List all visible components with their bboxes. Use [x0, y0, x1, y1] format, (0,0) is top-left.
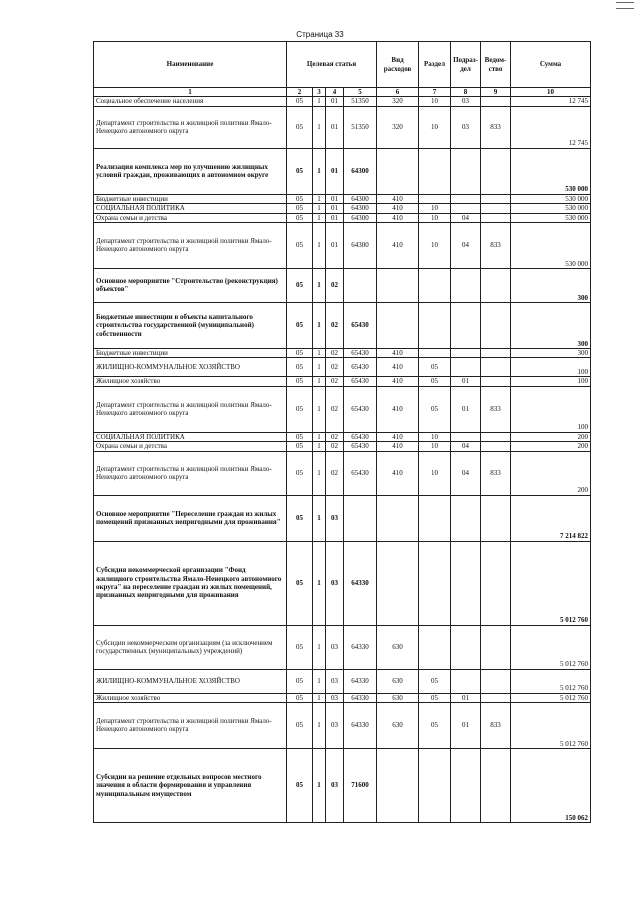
row-activity-code: 03 — [326, 495, 344, 541]
row-program-code: 05 — [287, 358, 313, 377]
table-row — [94, 213, 591, 222]
row-direction-code: 64330 — [344, 693, 377, 702]
row-direction-code: 65430 — [344, 442, 377, 451]
row-program-code: 05 — [287, 693, 313, 702]
row-direction-code: 64300 — [344, 148, 377, 194]
row-direction-code — [344, 495, 377, 541]
row-section — [419, 748, 451, 822]
row-subprogram-code: 1 — [313, 302, 326, 348]
row-subsection — [451, 204, 481, 213]
row-subsection: 01 — [451, 693, 481, 702]
row-department — [481, 625, 511, 669]
row-name: Бюджетные инвестиции в объекты капитального строительства государственной (муниципальной) собственности — [94, 302, 287, 348]
row-subsection: 01 — [451, 386, 481, 432]
row-direction-code: 65430 — [344, 377, 377, 386]
row-subsection: 04 — [451, 451, 481, 495]
row-name: Департамент строительства и жилищной политики Ямало-Ненецкого автономного округа — [94, 702, 287, 748]
row-name: Жилищное хозяйство — [94, 377, 287, 386]
row-department — [481, 348, 511, 357]
row-amount: 530 000 — [511, 222, 591, 268]
table-row — [94, 451, 591, 495]
row-activity-code: 01 — [326, 194, 344, 203]
table-row — [94, 194, 591, 203]
row-department: 833 — [481, 451, 511, 495]
scan-mark — [616, 2, 634, 3]
header-amount: Сумма — [511, 42, 591, 88]
row-expense-type: 410 — [377, 348, 419, 357]
table-row — [94, 148, 591, 194]
row-activity-code: 01 — [326, 106, 344, 148]
row-subprogram-code: 1 — [313, 432, 326, 441]
scan-mark — [616, 8, 634, 9]
row-department: 833 — [481, 222, 511, 268]
table-row — [94, 442, 591, 451]
row-amount: 100 — [511, 358, 591, 377]
row-subprogram-code: 1 — [313, 213, 326, 222]
row-section — [419, 148, 451, 194]
row-activity-code: 02 — [326, 348, 344, 357]
row-direction-code: 65430 — [344, 386, 377, 432]
row-activity-code: 02 — [326, 377, 344, 386]
row-direction-code: 51350 — [344, 97, 377, 106]
column-number: 4 — [326, 88, 344, 97]
row-department — [481, 432, 511, 441]
row-amount: 5 012 760 — [511, 669, 591, 693]
table-row — [94, 669, 591, 693]
row-section — [419, 194, 451, 203]
row-program-code: 05 — [287, 432, 313, 441]
row-direction-code: 64330 — [344, 625, 377, 669]
row-subsection — [451, 268, 481, 302]
row-amount: 5 012 760 — [511, 693, 591, 702]
table-row — [94, 541, 591, 625]
row-section: 05 — [419, 358, 451, 377]
row-direction-code: 65430 — [344, 358, 377, 377]
row-activity-code: 02 — [326, 432, 344, 441]
row-name: Субсидии некоммерческим организациям (за исключением государственных (муниципальных) учреждений) — [94, 625, 287, 669]
row-department — [481, 194, 511, 203]
row-expense-type: 630 — [377, 693, 419, 702]
row-amount: 7 214 822 — [511, 495, 591, 541]
row-expense-type: 410 — [377, 358, 419, 377]
table-row — [94, 358, 591, 377]
row-subprogram-code: 1 — [313, 386, 326, 432]
row-subprogram-code: 1 — [313, 97, 326, 106]
column-number: 5 — [344, 88, 377, 97]
table-row — [94, 204, 591, 213]
header-name: Наименование — [94, 42, 287, 88]
row-expense-type — [377, 268, 419, 302]
row-activity-code: 02 — [326, 358, 344, 377]
row-subprogram-code: 1 — [313, 148, 326, 194]
row-activity-code: 03 — [326, 748, 344, 822]
row-direction-code: 71600 — [344, 748, 377, 822]
row-section — [419, 268, 451, 302]
row-name: Жилищное хозяйство — [94, 693, 287, 702]
row-expense-type: 410 — [377, 386, 419, 432]
budget-table — [93, 41, 591, 823]
row-amount: 12 745 — [511, 106, 591, 148]
table-row — [94, 495, 591, 541]
row-activity-code: 02 — [326, 302, 344, 348]
row-amount: 5 012 760 — [511, 625, 591, 669]
row-direction-code: 64300 — [344, 204, 377, 213]
column-number: 1 — [94, 88, 287, 97]
column-number: 3 — [313, 88, 326, 97]
row-name: ЖИЛИЩНО-КОММУНАЛЬНОЕ ХОЗЯЙСТВО — [94, 669, 287, 693]
row-department — [481, 693, 511, 702]
row-name: Основное мероприятие "Переселение граждан из жилых помещений признанных непригодными для проживания" — [94, 495, 287, 541]
row-program-code: 05 — [287, 194, 313, 203]
row-department — [481, 495, 511, 541]
row-program-code: 05 — [287, 541, 313, 625]
row-program-code: 05 — [287, 204, 313, 213]
row-subprogram-code: 1 — [313, 106, 326, 148]
row-amount: 200 — [511, 451, 591, 495]
table-row — [94, 302, 591, 348]
page-label: Страница 33 — [296, 30, 344, 39]
row-activity-code: 01 — [326, 222, 344, 268]
row-subsection — [451, 625, 481, 669]
row-subsection — [451, 432, 481, 441]
row-direction-code: 64300 — [344, 213, 377, 222]
row-direction-code: 64330 — [344, 541, 377, 625]
table-row — [94, 693, 591, 702]
row-section: 10 — [419, 97, 451, 106]
row-subprogram-code: 1 — [313, 625, 326, 669]
row-subprogram-code: 1 — [313, 358, 326, 377]
row-section: 10 — [419, 451, 451, 495]
row-department — [481, 541, 511, 625]
row-department — [481, 204, 511, 213]
row-name: Департамент строительства и жилищной политики Ямало-Ненецкого автономного округа — [94, 451, 287, 495]
row-subprogram-code: 1 — [313, 541, 326, 625]
row-subsection — [451, 541, 481, 625]
row-amount: 530 000 — [511, 204, 591, 213]
row-amount: 12 745 — [511, 97, 591, 106]
row-subsection: 04 — [451, 213, 481, 222]
row-department — [481, 442, 511, 451]
column-number: 7 — [419, 88, 451, 97]
row-name: ЖИЛИЩНО-КОММУНАЛЬНОЕ ХОЗЯЙСТВО — [94, 358, 287, 377]
row-expense-type — [377, 495, 419, 541]
row-amount: 100 — [511, 386, 591, 432]
table-row — [94, 702, 591, 748]
row-section: 05 — [419, 386, 451, 432]
row-name: Субсидии на решение отдельных вопросов местного значения в области формирования и управления муниципальным имуществом — [94, 748, 287, 822]
table-row — [94, 348, 591, 357]
row-subsection: 01 — [451, 377, 481, 386]
row-section — [419, 625, 451, 669]
header-target-article: Целевая статья — [287, 42, 377, 88]
row-expense-type — [377, 541, 419, 625]
row-subprogram-code: 1 — [313, 222, 326, 268]
table-row — [94, 625, 591, 669]
row-section: 05 — [419, 693, 451, 702]
row-subsection — [451, 669, 481, 693]
row-department — [481, 377, 511, 386]
row-section: 10 — [419, 204, 451, 213]
row-department: 833 — [481, 386, 511, 432]
header-subsection: Подраз-дел — [451, 42, 481, 88]
row-subprogram-code: 1 — [313, 348, 326, 357]
row-section — [419, 541, 451, 625]
row-subsection: 04 — [451, 442, 481, 451]
row-direction-code: 64300 — [344, 222, 377, 268]
row-section: 10 — [419, 442, 451, 451]
row-program-code: 05 — [287, 669, 313, 693]
row-subsection: 04 — [451, 222, 481, 268]
row-amount: 5 012 760 — [511, 541, 591, 625]
row-direction-code: 65430 — [344, 348, 377, 357]
header-expense-type: Вид расходов — [377, 42, 419, 88]
row-section: 10 — [419, 222, 451, 268]
row-name: Охрана семьи и детства — [94, 213, 287, 222]
table-row — [94, 106, 591, 148]
column-number: 2 — [287, 88, 313, 97]
row-section — [419, 302, 451, 348]
row-program-code: 05 — [287, 148, 313, 194]
row-activity-code: 02 — [326, 386, 344, 432]
row-amount: 530 000 — [511, 213, 591, 222]
row-program-code: 05 — [287, 702, 313, 748]
row-expense-type: 410 — [377, 213, 419, 222]
row-name: Департамент строительства и жилищной политики Ямало-Ненецкого автономного округа — [94, 222, 287, 268]
row-direction-code: 64330 — [344, 702, 377, 748]
row-expense-type: 320 — [377, 106, 419, 148]
row-program-code: 05 — [287, 106, 313, 148]
row-program-code: 05 — [287, 495, 313, 541]
row-expense-type: 410 — [377, 222, 419, 268]
row-subsection: 03 — [451, 106, 481, 148]
row-expense-type: 410 — [377, 377, 419, 386]
row-department: 833 — [481, 702, 511, 748]
row-name: Бюджетные инвестиции — [94, 194, 287, 203]
row-amount: 100 — [511, 377, 591, 386]
row-subprogram-code: 1 — [313, 748, 326, 822]
row-direction-code: 51350 — [344, 106, 377, 148]
row-amount: 300 — [511, 302, 591, 348]
row-subprogram-code: 1 — [313, 495, 326, 541]
row-activity-code: 03 — [326, 625, 344, 669]
row-subprogram-code: 1 — [313, 702, 326, 748]
table-row — [94, 432, 591, 441]
row-subprogram-code: 1 — [313, 268, 326, 302]
row-activity-code: 01 — [326, 204, 344, 213]
row-amount: 200 — [511, 442, 591, 451]
column-number: 6 — [377, 88, 419, 97]
row-department — [481, 669, 511, 693]
row-expense-type: 630 — [377, 669, 419, 693]
row-program-code: 05 — [287, 222, 313, 268]
row-program-code: 05 — [287, 213, 313, 222]
row-expense-type: 410 — [377, 442, 419, 451]
row-program-code: 05 — [287, 348, 313, 357]
row-direction-code: 64300 — [344, 194, 377, 203]
row-expense-type — [377, 302, 419, 348]
row-direction-code: 64330 — [344, 669, 377, 693]
table-row — [94, 268, 591, 302]
row-amount: 300 — [511, 268, 591, 302]
row-section — [419, 348, 451, 357]
table-row — [94, 222, 591, 268]
row-activity-code: 03 — [326, 693, 344, 702]
column-number: 9 — [481, 88, 511, 97]
row-amount: 300 — [511, 348, 591, 357]
row-department — [481, 302, 511, 348]
row-program-code: 05 — [287, 268, 313, 302]
row-subprogram-code: 1 — [313, 442, 326, 451]
row-name: Бюджетные инвестиции — [94, 348, 287, 357]
row-subsection: 01 — [451, 702, 481, 748]
row-department: 833 — [481, 106, 511, 148]
row-department — [481, 97, 511, 106]
row-program-code: 05 — [287, 451, 313, 495]
row-amount: 530 000 — [511, 194, 591, 203]
row-program-code: 05 — [287, 748, 313, 822]
row-program-code: 05 — [287, 377, 313, 386]
row-activity-code: 01 — [326, 97, 344, 106]
row-program-code: 05 — [287, 302, 313, 348]
row-expense-type: 630 — [377, 625, 419, 669]
row-expense-type: 320 — [377, 97, 419, 106]
row-amount: 200 — [511, 432, 591, 441]
row-amount: 5 012 760 — [511, 702, 591, 748]
row-subprogram-code: 1 — [313, 204, 326, 213]
row-expense-type: 410 — [377, 194, 419, 203]
row-section: 05 — [419, 669, 451, 693]
row-expense-type: 410 — [377, 432, 419, 441]
row-department — [481, 748, 511, 822]
row-activity-code: 01 — [326, 213, 344, 222]
row-subsection — [451, 358, 481, 377]
row-expense-type: 410 — [377, 204, 419, 213]
row-department — [481, 148, 511, 194]
row-name: Субсидия некоммерческой организации "Фонд жилищного строительства Ямало-Ненецкого автономного округа" на переселение граждан из жилых помещений, признанных непригодными для проживания — [94, 541, 287, 625]
row-department — [481, 213, 511, 222]
row-name: Основное мероприятие "Строительство (реконструкция) объектов" — [94, 268, 287, 302]
row-expense-type: 630 — [377, 702, 419, 748]
row-name: СОЦИАЛЬНАЯ ПОЛИТИКА — [94, 432, 287, 441]
row-subsection — [451, 148, 481, 194]
row-activity-code: 03 — [326, 669, 344, 693]
row-section: 10 — [419, 106, 451, 148]
row-subsection — [451, 495, 481, 541]
row-name: Департамент строительства и жилищной политики Ямало-Ненецкого автономного округа — [94, 106, 287, 148]
row-name: Социальное обеспечение населения — [94, 97, 287, 106]
row-section — [419, 495, 451, 541]
row-activity-code: 02 — [326, 442, 344, 451]
row-amount: 530 000 — [511, 148, 591, 194]
row-subsection — [451, 302, 481, 348]
row-name: Охрана семьи и детства — [94, 442, 287, 451]
row-program-code: 05 — [287, 97, 313, 106]
row-subprogram-code: 1 — [313, 377, 326, 386]
table-row — [94, 97, 591, 106]
row-direction-code: 65430 — [344, 302, 377, 348]
header-section: Раздел — [419, 42, 451, 88]
row-section: 05 — [419, 702, 451, 748]
row-direction-code — [344, 268, 377, 302]
table-row — [94, 377, 591, 386]
row-subsection — [451, 194, 481, 203]
row-expense-type: 410 — [377, 451, 419, 495]
row-department — [481, 358, 511, 377]
row-subprogram-code: 1 — [313, 194, 326, 203]
row-activity-code: 01 — [326, 148, 344, 194]
row-section: 10 — [419, 213, 451, 222]
table-row — [94, 386, 591, 432]
header-department: Ведом-ство — [481, 42, 511, 88]
row-subprogram-code: 1 — [313, 451, 326, 495]
table-row — [94, 748, 591, 822]
row-name: Департамент строительства и жилищной политики Ямало-Ненецкого автономного округа — [94, 386, 287, 432]
row-activity-code: 03 — [326, 702, 344, 748]
row-activity-code: 02 — [326, 268, 344, 302]
row-amount: 150 062 — [511, 748, 591, 822]
row-subprogram-code: 1 — [313, 669, 326, 693]
row-expense-type — [377, 748, 419, 822]
column-number-row — [94, 88, 591, 97]
row-subsection — [451, 748, 481, 822]
row-name: СОЦИАЛЬНАЯ ПОЛИТИКА — [94, 204, 287, 213]
row-program-code: 05 — [287, 625, 313, 669]
row-subsection: 03 — [451, 97, 481, 106]
column-number: 8 — [451, 88, 481, 97]
row-subsection — [451, 348, 481, 357]
column-number: 10 — [511, 88, 591, 97]
row-program-code: 05 — [287, 442, 313, 451]
row-section: 05 — [419, 377, 451, 386]
row-expense-type — [377, 148, 419, 194]
row-direction-code: 65430 — [344, 451, 377, 495]
row-subprogram-code: 1 — [313, 693, 326, 702]
row-department — [481, 268, 511, 302]
row-activity-code: 03 — [326, 541, 344, 625]
row-activity-code: 02 — [326, 451, 344, 495]
row-direction-code: 65430 — [344, 432, 377, 441]
row-program-code: 05 — [287, 386, 313, 432]
row-section: 10 — [419, 432, 451, 441]
row-name: Реализация комплекса мер по улучшению жилищных условий граждан, проживающих в автономном округе — [94, 148, 287, 194]
